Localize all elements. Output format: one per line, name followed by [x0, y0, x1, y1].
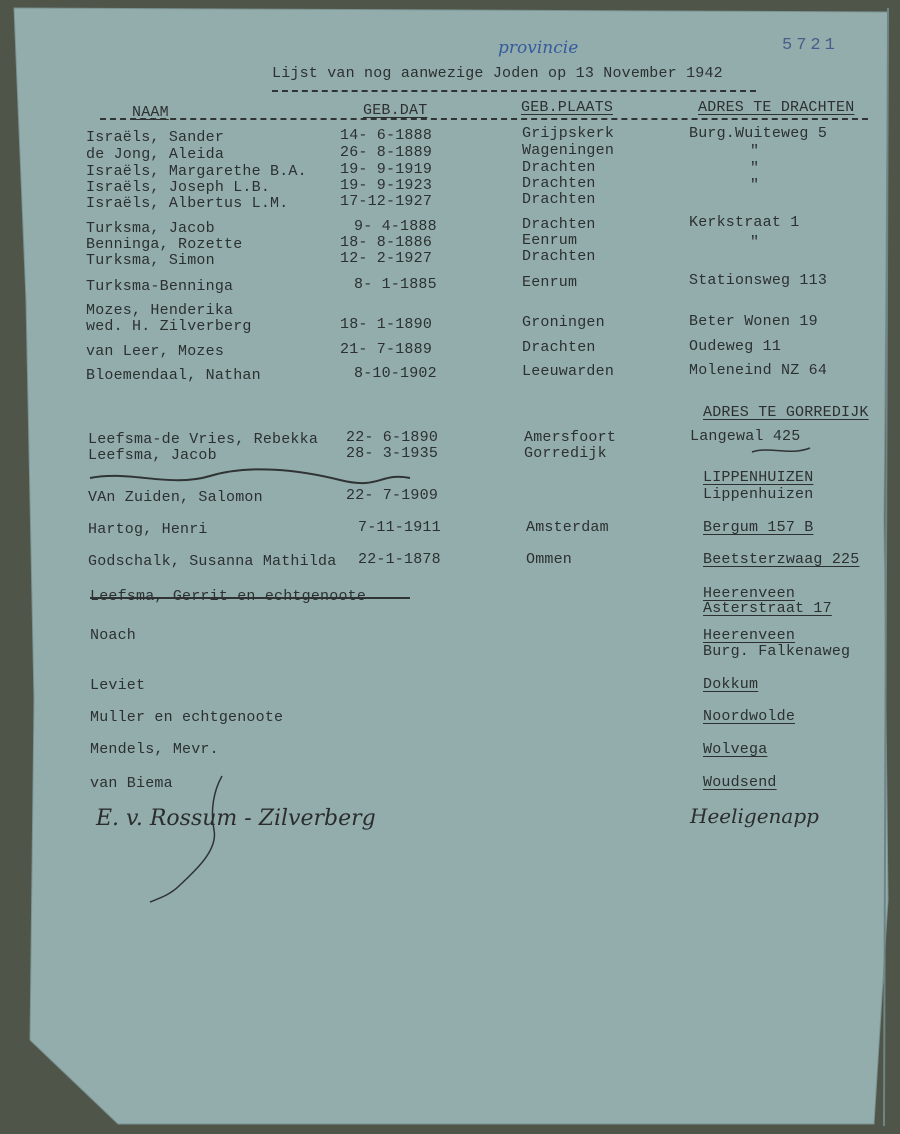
row-date: 14- 6-1888	[340, 127, 433, 144]
header-geb-plaats: GEB.PLAATS	[521, 99, 614, 116]
row-address: Moleneind NZ 64	[689, 362, 828, 379]
section-header-lippenhuizen: LIPPENHUIZEN	[703, 469, 814, 486]
header-adres: ADRES TE DRACHTEN	[698, 99, 855, 116]
row-date: 17-12-1927	[340, 193, 433, 210]
row-date: 22- 6-1890	[346, 429, 439, 446]
row-date: 8- 1-1885	[354, 276, 437, 293]
row-date: 19- 9-1919	[340, 161, 433, 178]
row-name: Bloemendaal, Nathan	[86, 367, 261, 384]
row-date: 18- 8-1886	[340, 234, 433, 251]
row-name: Mozes, Henderika	[86, 302, 234, 319]
row-address: "	[750, 160, 760, 177]
strikethrough-line	[90, 597, 410, 599]
row-address: Noordwolde	[703, 708, 796, 725]
row-address: Beetsterzwaag 225	[703, 551, 860, 568]
row-place: Drachten	[522, 175, 596, 192]
page-title: Lijst van nog aanwezige Joden op 13 November 1942	[272, 65, 723, 82]
row-place: Drachten	[522, 339, 596, 356]
row-name: de Jong, Aleida	[86, 146, 225, 163]
row-name: van Biema	[90, 775, 173, 792]
row-date: 12- 2-1927	[340, 250, 433, 267]
row-name: Muller en echtgenoote	[90, 709, 284, 726]
row-name: Israëls, Joseph L.B.	[86, 179, 271, 196]
row-address: Heerenveen	[703, 585, 796, 602]
row-address: Stationsweg 113	[689, 272, 828, 289]
row-place: Eenrum	[522, 274, 578, 291]
row-date: 7-11-1911	[358, 519, 441, 536]
row-place: Groningen	[522, 314, 605, 331]
row-name: Turksma-Benninga	[86, 278, 234, 295]
header-naam: NAAM	[132, 104, 169, 121]
row-address: Lippenhuizen	[703, 486, 814, 503]
row-address: Bergum 157 B	[703, 519, 814, 536]
signature-right: Heeligenapp	[690, 804, 819, 828]
row-date: 19- 9-1923	[340, 177, 433, 194]
row-place: Amersfoort	[524, 429, 617, 446]
row-name: Israëls, Margarethe B.A.	[86, 163, 307, 180]
row-address: Langewal 425	[690, 428, 801, 445]
row-place: Eenrum	[522, 232, 578, 249]
row-address: Burg.Wuiteweg 5	[689, 125, 828, 142]
row-name: Turksma, Simon	[86, 252, 215, 269]
row-place: Grijpskerk	[522, 125, 615, 142]
row-place: Amsterdam	[526, 519, 609, 536]
header-underline	[100, 118, 868, 121]
row-name: Noach	[90, 627, 137, 644]
row-name: Benninga, Rozette	[86, 236, 243, 253]
row-address: Dokkum	[703, 676, 759, 693]
row-date: 8-10-1902	[354, 365, 437, 382]
row-date: 26- 8-1889	[340, 144, 433, 161]
signature-left: E. v. Rossum - Zilverberg	[96, 806, 376, 831]
row-name: Hartog, Henri	[88, 521, 208, 538]
row-address: Burg. Falkenaweg	[703, 643, 851, 660]
row-address: Heerenveen	[703, 627, 796, 644]
row-name: VAn Zuiden, Salomon	[88, 489, 263, 506]
row-place: Ommen	[526, 551, 573, 568]
row-name: wed. H. Zilverberg	[86, 318, 252, 335]
row-place: Drachten	[522, 216, 596, 233]
handwritten-note: provincie	[498, 38, 579, 58]
row-place: Drachten	[522, 159, 596, 176]
row-place: Leeuwarden	[522, 363, 615, 380]
row-name: Turksma, Jacob	[86, 220, 215, 237]
row-name: Leefsma, Jacob	[88, 447, 217, 464]
row-address: Wolvega	[703, 741, 768, 758]
row-name: Israëls, Sander	[86, 129, 225, 146]
row-name: Godschalk, Susanna Mathilda	[88, 553, 337, 570]
page-number: 5721	[782, 36, 839, 55]
row-address: Woudsend	[703, 774, 777, 791]
row-date: 22-1-1878	[358, 551, 441, 568]
row-place: Gorredijk	[524, 445, 607, 462]
row-name: Leviet	[90, 677, 146, 694]
row-date: 28- 3-1935	[346, 445, 439, 462]
row-place: Wageningen	[522, 142, 615, 159]
section-header-gorredijk: ADRES TE GORREDIJK	[703, 404, 869, 421]
row-date: 22- 7-1909	[346, 487, 439, 504]
row-address: "	[750, 177, 760, 194]
row-address: Asterstraat 17	[703, 600, 832, 617]
row-address: "	[750, 234, 760, 251]
row-date: 21- 7-1889	[340, 341, 433, 358]
row-date: 18- 1-1890	[340, 316, 433, 333]
row-address: Beter Wonen 19	[689, 313, 818, 330]
row-address: Oudeweg 11	[689, 338, 782, 355]
row-place: Drachten	[522, 248, 596, 265]
title-underline	[272, 90, 756, 93]
row-name: van Leer, Mozes	[86, 343, 225, 360]
row-name: Leefsma-de Vries, Rebekka	[88, 431, 319, 448]
row-address: "	[750, 143, 760, 160]
row-date: 9- 4-1888	[354, 218, 437, 235]
row-name: Mendels, Mevr.	[90, 741, 219, 758]
row-address: Kerkstraat 1	[689, 214, 800, 231]
row-name: Israëls, Albertus L.M.	[86, 195, 289, 212]
header-geb-dat: GEB.DAT	[363, 102, 428, 119]
row-place: Drachten	[522, 191, 596, 208]
